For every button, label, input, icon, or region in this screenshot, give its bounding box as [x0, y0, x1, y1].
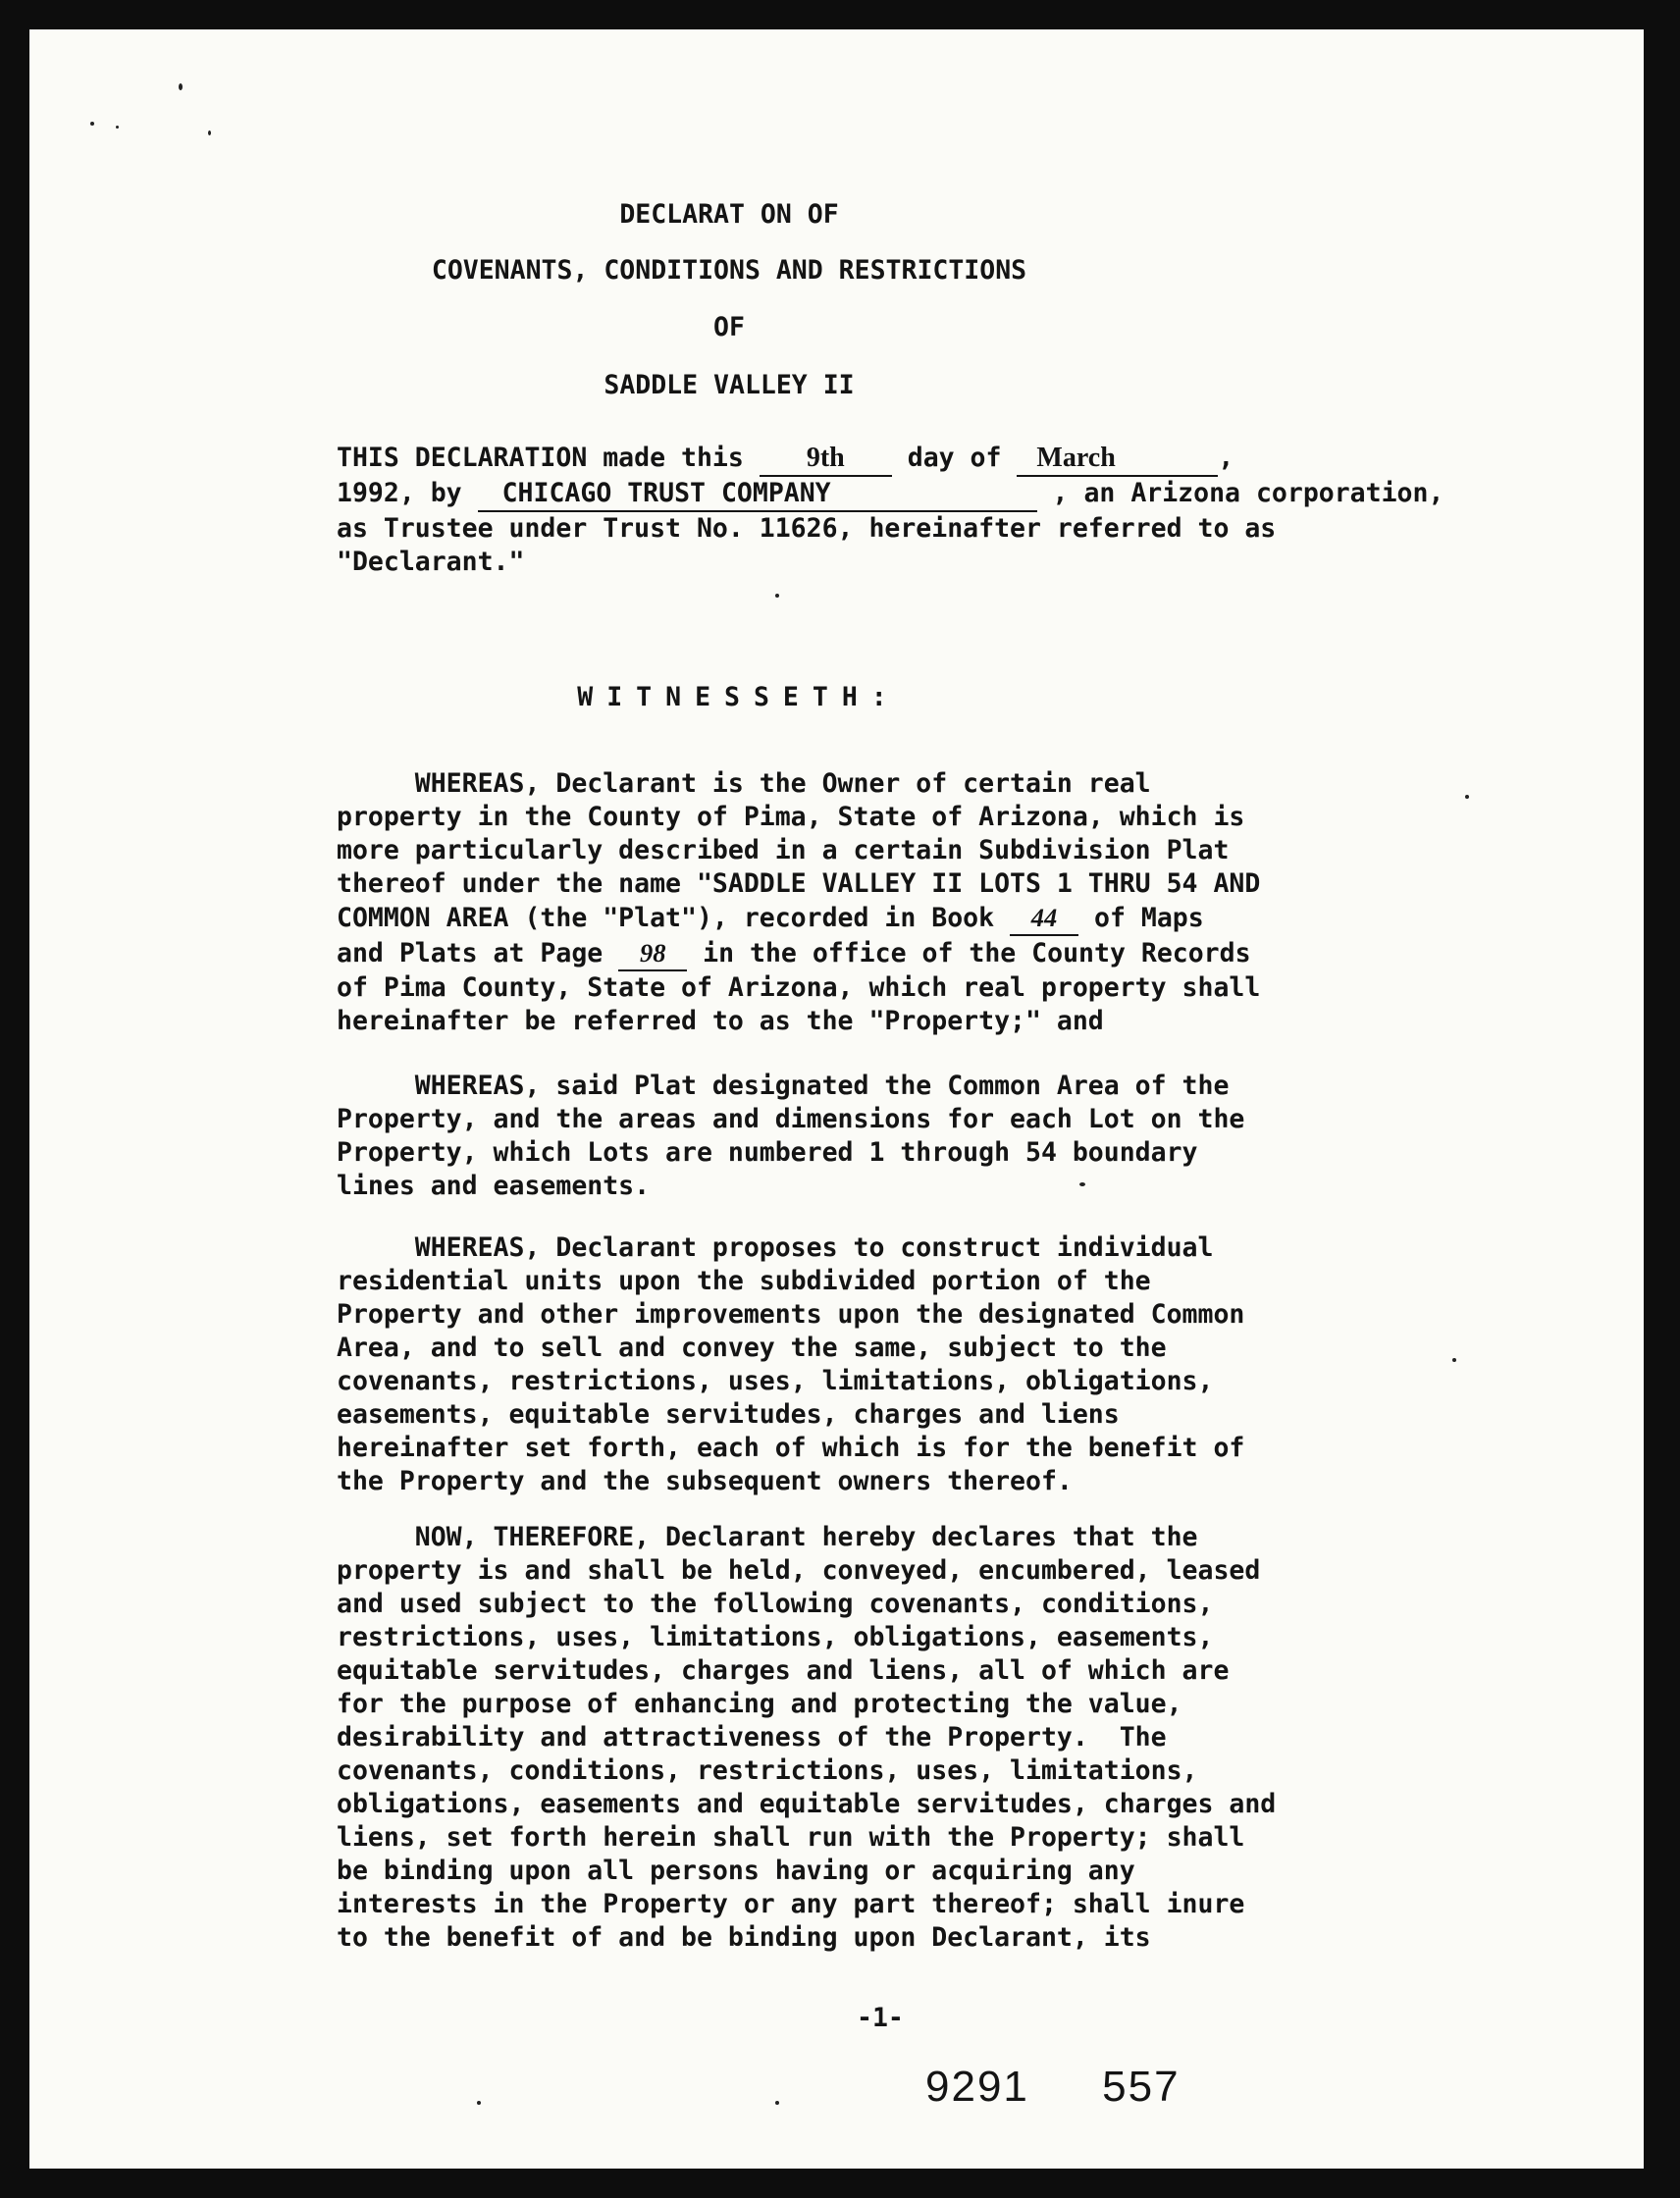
para-line: Property, which Lots are numbered 1 through 54 boundary	[337, 1137, 1198, 1168]
para-line: liens, set forth herein shall run with the Property; shall	[337, 1822, 1245, 1853]
scan-speck	[208, 131, 211, 135]
para-line: Area, and to sell and convey the same, subject to the	[337, 1333, 1167, 1363]
para-line: hereinafter be referred to as the "Property;" and	[337, 1006, 1104, 1036]
para-line: NOW, THEREFORE, Declarant hereby declares that the	[337, 1522, 1198, 1552]
para-text: in the office of the County Records	[687, 938, 1251, 968]
para-line: residential units upon the subdivided portion of the	[337, 1266, 1151, 1296]
para-line: more particularly described in a certain Subdivision Plat	[337, 835, 1230, 865]
para-line: restrictions, uses, limitations, obligations, easements,	[337, 1622, 1214, 1652]
page-number: -1-	[857, 2003, 904, 2033]
scan-speck	[1465, 795, 1469, 799]
intro-text-e: , an Arizona corporation,	[1036, 478, 1444, 508]
intro-line-2	[337, 477, 1465, 512]
book-number: 44	[1010, 901, 1078, 936]
para-line: covenants, restrictions, uses, limitations, obligations,	[337, 1366, 1214, 1396]
para-line: WHEREAS, Declarant proposes to construct individual	[337, 1232, 1214, 1263]
para-line: WHEREAS, said Plat designated the Common Area of the	[337, 1071, 1230, 1101]
para-line: property in the County of Pima, State of Arizona, which is	[337, 802, 1245, 832]
scan-speck	[1079, 1182, 1085, 1186]
scan-speck	[90, 122, 94, 126]
scan-speck	[179, 83, 183, 90]
scan-speck	[116, 126, 119, 129]
para-text: and Plats at Page	[337, 938, 619, 968]
title-line-1: DECLARAT ON OF	[619, 199, 839, 230]
para-line: WHEREAS, Declarant is the Owner of certain real	[337, 768, 1151, 799]
recording-stamp	[925, 2063, 1181, 2111]
title-line-4: SADDLE VALLEY II	[604, 370, 855, 400]
para-line: of Pima County, State of Arizona, which real property shall	[337, 972, 1261, 1003]
para-text: COMMON AREA (the "Plat"), recorded in Book	[337, 903, 1011, 933]
para-text: of Maps	[1078, 903, 1204, 933]
intro-line-3: as Trustee under Trust No. 11626, hereinafter referred to as	[337, 513, 1277, 544]
para-line: lines and easements.	[337, 1171, 651, 1201]
para-line: be binding upon all persons having or acquiring any	[337, 1856, 1135, 1886]
para-line	[337, 936, 1465, 971]
para-line: hereinafter set forth, each of which is for the benefit of	[337, 1433, 1245, 1463]
witnesseth-heading: WITNESSETH:	[577, 682, 901, 712]
whereas-paragraph-3	[337, 1231, 1465, 1498]
intro-text-d: 1992, by	[337, 478, 478, 508]
scan-speck	[1452, 1358, 1456, 1362]
para-line: Property, and the areas and dimensions for each Lot on the	[337, 1104, 1245, 1134]
para-line: equitable servitudes, charges and liens, all of which are	[337, 1655, 1230, 1686]
intro-line-4: "Declarant."	[337, 547, 525, 577]
page-number-fill: 98	[618, 936, 687, 971]
para-line: Property and other improvements upon the designated Common	[337, 1299, 1245, 1330]
scan-speck	[775, 594, 779, 598]
para-line: for the purpose of enhancing and protecting the value,	[337, 1689, 1182, 1719]
intro-text-a: THIS DECLARATION made this	[337, 443, 760, 473]
company-fill: CHICAGO TRUST COMPANY	[478, 477, 1037, 512]
stamp-right: 557	[1102, 2063, 1181, 2111]
para-line: to the benefit of and be binding upon Declarant, its	[337, 1922, 1151, 1953]
intro-text-c: ,	[1218, 443, 1234, 473]
day-fill: 9th	[760, 442, 892, 477]
para-line: covenants, conditions, restrictions, uses, limitations,	[337, 1755, 1198, 1786]
para-line: obligations, easements and equitable servitudes, charges and	[337, 1789, 1277, 1819]
scan-speck	[477, 2101, 481, 2105]
stamp-left: 9291	[925, 2063, 1029, 2111]
para-line	[337, 901, 1465, 936]
para-line: and used subject to the following covenants, conditions,	[337, 1589, 1214, 1619]
para-line: desirability and attractiveness of the Property. The	[337, 1722, 1167, 1753]
para-line: interests in the Property or any part thereof; shall inure	[337, 1889, 1245, 1919]
intro-text-b: day of	[891, 443, 1018, 473]
intro-line-1	[337, 442, 1465, 477]
para-line: easements, equitable servitudes, charges and liens	[337, 1399, 1120, 1430]
para-line: the Property and the subsequent owners thereof.	[337, 1466, 1073, 1496]
whereas-paragraph-2	[337, 1070, 1465, 1203]
para-line: thereof under the name "SADDLE VALLEY II LOTS 1 THRU 54 AND	[337, 868, 1261, 899]
title-line-2: COVENANTS, CONDITIONS AND RESTRICTIONS	[431, 255, 1027, 286]
month-fill: March	[1017, 442, 1218, 477]
title-line-3: OF	[713, 312, 745, 342]
now-therefore-paragraph	[337, 1521, 1465, 1955]
whereas-paragraph-1	[337, 767, 1465, 1038]
para-line: property is and shall be held, conveyed, encumbered, leased	[337, 1555, 1261, 1586]
intro-paragraph	[337, 442, 1465, 579]
scan-speck	[775, 2101, 779, 2105]
document-page	[29, 29, 1644, 2169]
